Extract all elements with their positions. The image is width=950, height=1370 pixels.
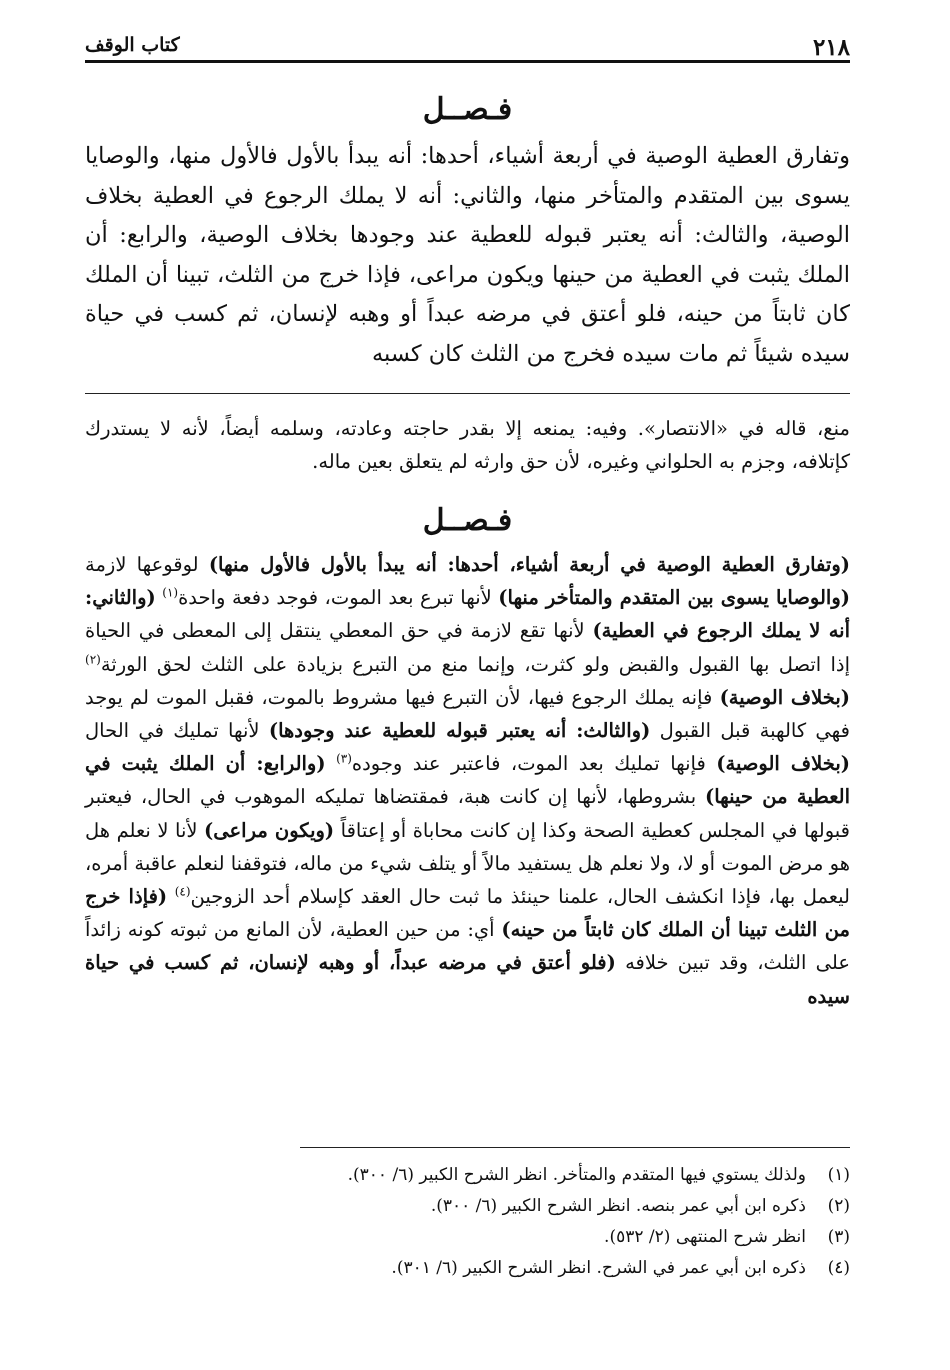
- commentary-text: فإنه يملك الرجوع فيها، لأن التبرع فيها مشروط بالموت، فقبل الموت لم يوجد فهي كالهبة قبل القبول: [85, 685, 850, 743]
- footnote-ref: (١): [162, 585, 179, 600]
- footnotes: [85, 1160, 850, 1284]
- footnote-number: (١): [827, 1165, 850, 1185]
- commentary-text: بشروطها، لأنها إن كانت هبة، فمقتضاها تمليكه الموهوب في الحال، فيعتبر قبولها في المجلس كعطية الصحة وكذا إن كانت محاباة أو إعتاقاً: [85, 785, 850, 842]
- footnote-text: ولذلك يستوي فيها المتقدم والمتأخر. انظر الشرح الكبير (٦/ ٣٠٠).: [347, 1165, 806, 1185]
- quoted-matn: (ويكون مراعى): [204, 818, 335, 842]
- quoted-matn: (والوصايا يسوى بين المتقدم والمتأخر منها): [498, 586, 850, 610]
- running-title: كتاب الوقف: [85, 34, 180, 56]
- commentary-continuation: منع، قاله في «الانتصار». وفيه: يمنعه إلا بقدر حاجته وعادته، وسلمه أيضاً، لأنه لا يستدرك كإتلافه، وجزم به الحلواني وغيره، لأن حق وارثه لم يتعلق بعين ماله.: [85, 417, 850, 473]
- quoted-matn: (والرابع: أن الملك يثبت في العطية من حينها): [85, 752, 850, 809]
- footnote-number: (٤): [827, 1258, 850, 1278]
- footnote-text: ذكره ابن أبي عمر في الشرح. انظر الشرح الكبير (٦/ ٣٠١).: [391, 1258, 806, 1278]
- commentary-text: لأنها تقع لازمة في حق المعطي ينتقل إلى المعطى في الحياة إذا اتصل بها القبول والقبض ولو كثرت، وإنما منع من التبرع بزيادة على الثلث لحق الورثة: [85, 619, 850, 676]
- footnote: [85, 1222, 850, 1253]
- quoted-matn: (بخلاف الوصية): [716, 752, 850, 776]
- section-heading-sharh: فـصــل: [422, 503, 513, 538]
- quoted-matn: (فلو أعتق في مرضه عبداً، أو وهبه لإنسان، ثم كسب في حياة سيده: [85, 951, 850, 1008]
- matn-paragraph: وتفارق العطية الوصية في أربعة أشياء، أحدها: أنه يبدأ بالأول فالأول منها، والوصايا يسوى بين المتقدم والمتأخر منها، والثاني: أنه لا يملك الرجوع في العطية بخلاف الوصية، والثالث: أنه يعتبر قبوله للعطية عند وجودها بخلاف الوصية، والرابع: أن الملك يثبت في العطية من حينها ويكون مراعى، فإذا خرج من الثلث، تبينا أن الملك كان ثابتاً من حينه، فلو أعتق في مرضه عبداً أو وهبه لإنسان، ثم كسب في حياة سيده شيئاً ثم مات سيده فخرج من الثلث كان كسبه: [85, 143, 850, 367]
- commentary-text: لأنها تبرع بعد الموت، فوجد دفعة واحدة: [178, 586, 499, 610]
- footnote-number: (٣): [827, 1227, 850, 1247]
- quoted-matn: (بخلاف الوصية): [719, 685, 851, 709]
- commentary-text: أي: من حين العطية، لأن المانع من ثبوته كونه زائداً على الثلث، وقد تبين خلافه: [85, 918, 850, 975]
- quoted-matn: (والثاني: أنه لا يملك الرجوع في العطية): [85, 586, 850, 643]
- commentary-text: لوقوعها لازمة: [85, 553, 209, 576]
- footnote-text: ذكره ابن أبي عمر بنصه. انظر الشرح الكبير (٦/ ٣٠٠).: [430, 1196, 806, 1216]
- footnote-ref: (٢): [85, 652, 101, 667]
- header-rule: [85, 60, 850, 63]
- footnote-ref: (٤): [174, 884, 191, 899]
- matn-divider: [85, 393, 850, 394]
- commentary-text: فإنها تمليك بعد الموت، فاعتبر عند وجوده: [351, 752, 717, 776]
- quoted-matn: (فإذا خرج من الثلث تبينا أن الملك كان ثابتاً من حينه): [85, 885, 851, 942]
- footnote-ref: (٣): [336, 751, 352, 766]
- footnote: [85, 1160, 850, 1191]
- footnote-text: انظر شرح المنتهى (٢/ ٥٣٢).: [604, 1227, 806, 1247]
- quoted-matn: (وتفارق العطية الوصية في أربعة أشياء، أحدها: أنه يبدأ بالأول فالأول منها): [208, 553, 850, 576]
- section-heading-matn: فـصــل: [422, 92, 513, 127]
- page-header: [85, 30, 850, 70]
- footnote: [85, 1253, 850, 1284]
- commentary-text: لأنا لا نعلم هل هو مرض الموت أو لا، ولا نعلم هل يستفيد مالاً أو يتلف شيء من ماله، فتوقفنا لنعلم عاقبة أمره، ليعمل بها، فإذا انكشف الحال، علمنا حينئذ ما ثبت حال العقد كإسلام أحد الزوجين: [85, 818, 850, 909]
- commentary-text: لأنها تمليك في الحال: [85, 719, 269, 743]
- page-number: ٢١٨: [812, 34, 850, 61]
- quoted-matn: (والثالث: أنه يعتبر قبوله للعطية عند وجودها): [268, 719, 651, 743]
- commentary-paragraph: [85, 548, 850, 1013]
- footnote-divider: [300, 1147, 850, 1148]
- footnote: [85, 1191, 850, 1222]
- footnote-number: (٢): [827, 1196, 850, 1216]
